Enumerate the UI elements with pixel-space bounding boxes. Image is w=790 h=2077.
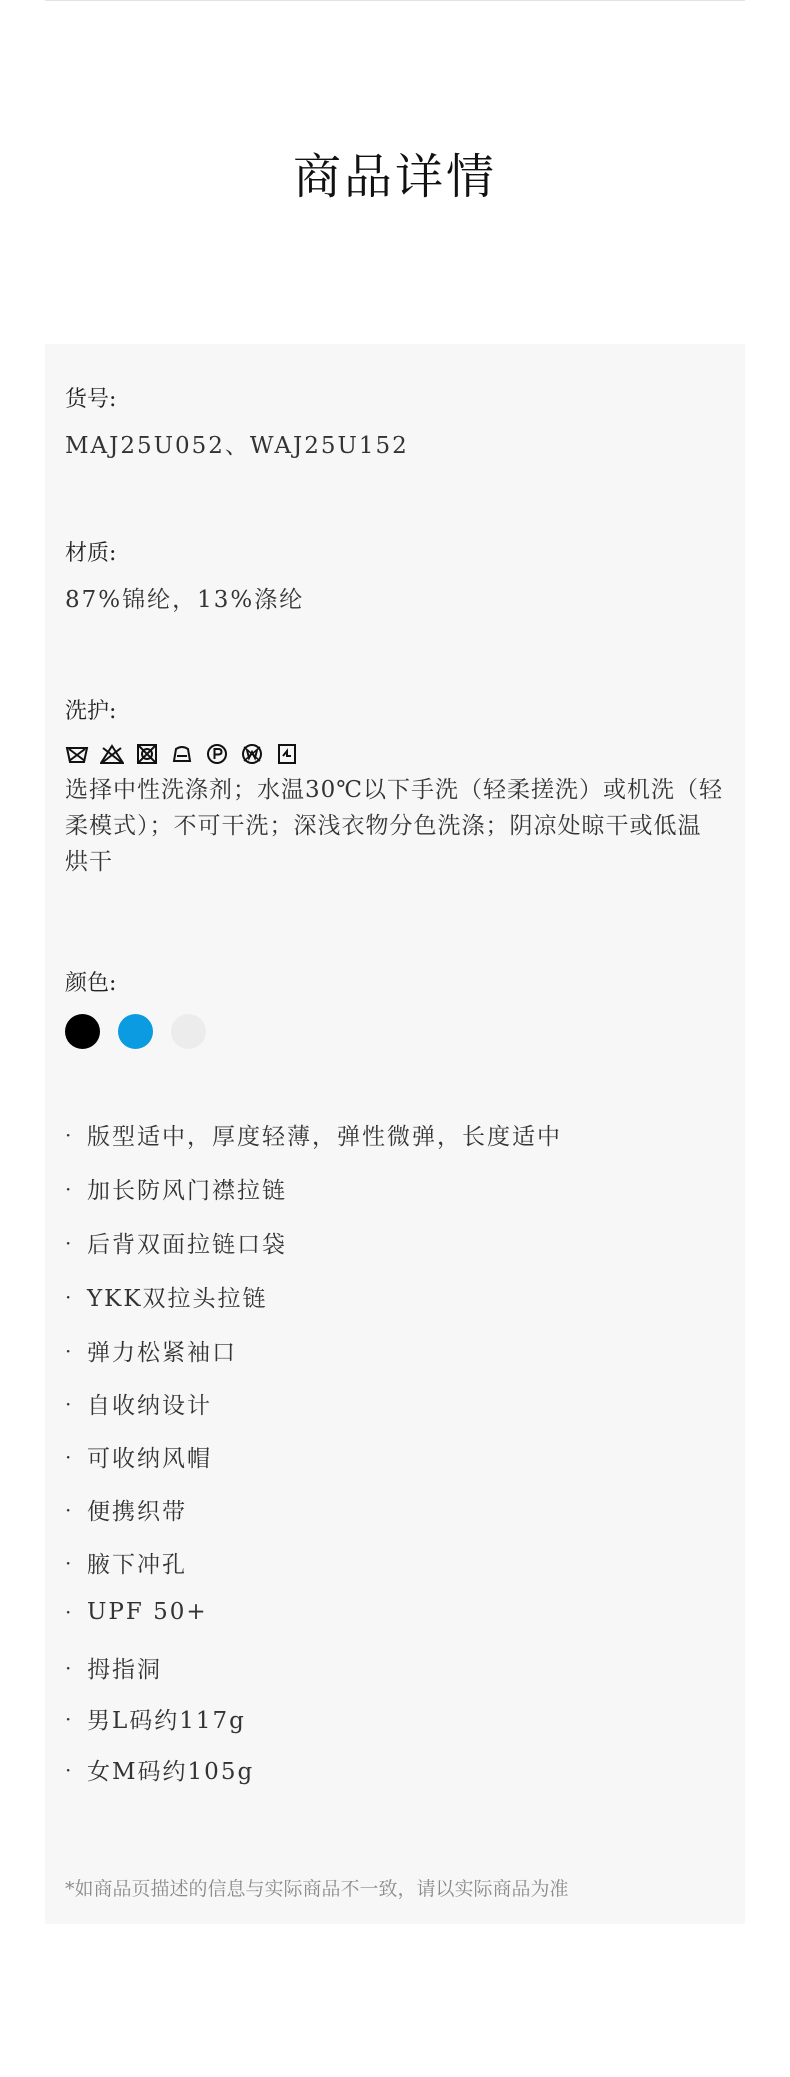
bullet: ·	[65, 1655, 74, 1680]
feature-text: 女M码约105g	[87, 1759, 255, 1785]
dry-flat-icon	[170, 743, 194, 765]
bullet: ·	[65, 1338, 74, 1363]
care-symbols	[65, 743, 299, 765]
feature-text: 后背双面拉链口袋	[87, 1232, 287, 1258]
material-label: 材质:	[65, 541, 117, 566]
feature-text: 男L码约117g	[87, 1708, 246, 1734]
bullet: ·	[65, 1497, 74, 1522]
sku-label: 货号:	[65, 387, 117, 412]
bullet: ·	[65, 1600, 74, 1624]
care-label: 洗护:	[65, 699, 117, 724]
color-swatch-black[interactable]	[65, 1014, 100, 1049]
color-swatch-blue[interactable]	[118, 1014, 153, 1049]
wet-clean-icon	[240, 743, 264, 765]
bullet: ·	[65, 1176, 74, 1201]
list-item	[65, 1702, 246, 1735]
top-divider	[45, 0, 745, 1]
feature-text: 可收纳风帽	[87, 1446, 212, 1472]
bullet: ·	[65, 1706, 74, 1731]
feature-text: 版型适中，厚度轻薄，弹性微弹，长度适中	[87, 1124, 562, 1150]
bullet: ·	[65, 1391, 74, 1416]
dry-clean-p-icon	[205, 743, 229, 765]
feature-text: UPF 50+	[87, 1599, 208, 1625]
feature-text: 自收纳设计	[87, 1393, 212, 1419]
disclaimer-note: *如商品页描述的信息与实际商品不一致，请以实际商品为准	[65, 1878, 569, 1900]
bullet: ·	[65, 1550, 74, 1575]
bullet: ·	[65, 1757, 74, 1782]
no-iron-icon	[275, 743, 299, 765]
list-item	[65, 1440, 212, 1473]
feature-text: YKK双拉头拉链	[87, 1286, 268, 1312]
product-details-panel	[45, 344, 745, 1924]
hand-wash-icon	[65, 743, 89, 765]
page-title: 商品详情	[292, 149, 497, 205]
list-item	[65, 1599, 208, 1625]
color-swatches	[65, 1014, 206, 1049]
list-item	[65, 1493, 187, 1526]
no-tumble-dry-icon	[135, 743, 159, 765]
bullet: ·	[65, 1230, 74, 1255]
bullet: ·	[65, 1122, 74, 1147]
feature-text: 弹力松紧袖口	[87, 1340, 237, 1366]
list-item	[65, 1334, 237, 1367]
sku-value: MAJ25U052、WAJ25U152	[65, 433, 409, 459]
list-item	[65, 1753, 254, 1786]
feature-text: 便携织带	[87, 1499, 187, 1525]
feature-text: 腋下冲孔	[87, 1552, 187, 1578]
care-instructions: 选择中性洗涤剂；水温30℃以下手洗（轻柔搓洗）或机洗（轻柔模式）；不可干洗；深浅衣物分色洗涤；阴凉处晾干或低温烘干	[65, 777, 723, 875]
list-item	[65, 1387, 212, 1420]
list-item	[65, 1651, 162, 1684]
list-item	[65, 1118, 562, 1151]
feature-text: 加长防风门襟拉链	[87, 1178, 287, 1204]
material-value: 87%锦纶，13%涤纶	[65, 587, 305, 613]
color-label: 颜色:	[65, 971, 117, 996]
list-item	[65, 1172, 287, 1205]
color-swatch-light-gray[interactable]	[171, 1014, 206, 1049]
no-bleach-icon	[100, 743, 124, 765]
bullet: ·	[65, 1444, 74, 1469]
bullet: ·	[65, 1284, 74, 1309]
list-item	[65, 1226, 287, 1259]
list-item	[65, 1546, 187, 1579]
feature-text: 拇指洞	[87, 1657, 162, 1683]
list-item	[65, 1280, 268, 1313]
